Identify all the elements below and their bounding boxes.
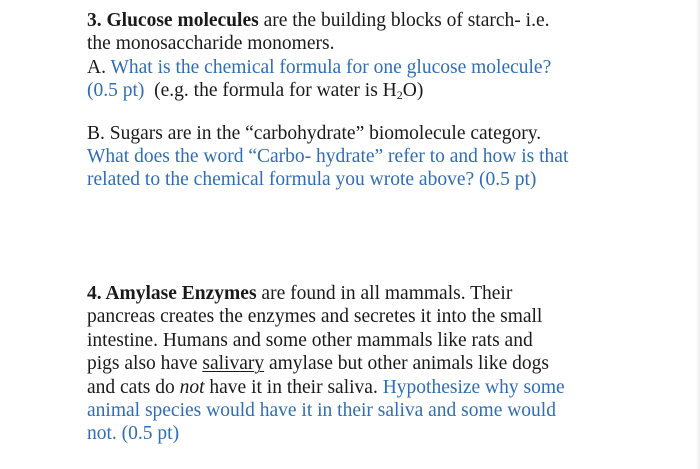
q3-example-end: O) [402,80,424,102]
q3-example-text: (e.g. the formula for water is H [154,80,397,102]
spacer [87,103,687,122]
q3-part-b-statement: B. Sugars are in the “carbohydrate” biomolecule category. [87,122,542,144]
q4-question-start: Hypothesize why some [382,376,565,398]
q3-part-a-question: What is the chemical formula for one glucose molecule? [110,56,552,78]
q3-intro-line-2: the monosaccharide monomers. [87,33,335,55]
q4-line-4-pre: pigs also have [87,353,203,375]
q4-question-line-3: not. (0.5 pt) [87,423,180,445]
q4-heading-text: Amylase Enzymes [105,283,257,304]
q3-heading-text: Glucose molecules [106,10,259,31]
q3-intro-line-1 [87,9,687,32]
q4-line-4 [87,352,687,375]
q4-line-5-pre: and cats do [87,376,180,398]
q4-underlined-word: salivary [202,353,265,375]
q4-line-5-mid: have it in their saliva. [204,376,383,398]
q4-line-4-post: amylase but other animals like dogs [264,353,549,375]
q3-part-b-question-line-1: What does the word “Carbo- hydrate” refer to and how is that [87,146,569,168]
q4-number: 4. [87,283,102,304]
q3-part-a-line-1 [87,56,687,79]
q3-part-a-points: (0.5 pt) [87,80,145,102]
question-4 [87,282,687,446]
q4-italic-word: not [179,376,205,398]
q4-line-1-rest: are found in all mammals. Their [256,283,513,304]
q3-intro-text-1: are the building blocks of starch- i.e. [258,10,550,31]
q3-heading [87,10,259,31]
page-edge-shadow [696,0,700,469]
q4-question-line-2: animal species would have it in their saliva and some would [87,400,556,422]
q3-part-a-example [154,80,423,101]
q4-heading [87,283,257,304]
q3-part-a-label: A. [87,56,106,78]
q3-part-b-question-line-2: related to the chemical formula you wrote above? (0.5 pt) [87,169,537,191]
q4-line-2: pancreas creates the enzymes and secretes it into the small [87,306,543,328]
q3-part-a-line-2 [87,79,687,102]
q3-example-subscript: 2 [396,88,403,103]
q4-line-1 [87,282,687,305]
q4-line-5 [87,376,687,399]
question-3 [87,9,687,192]
q4-line-3: intestine. Humans and some other mammals like rats and [87,329,533,351]
q3-number: 3. [87,10,102,31]
